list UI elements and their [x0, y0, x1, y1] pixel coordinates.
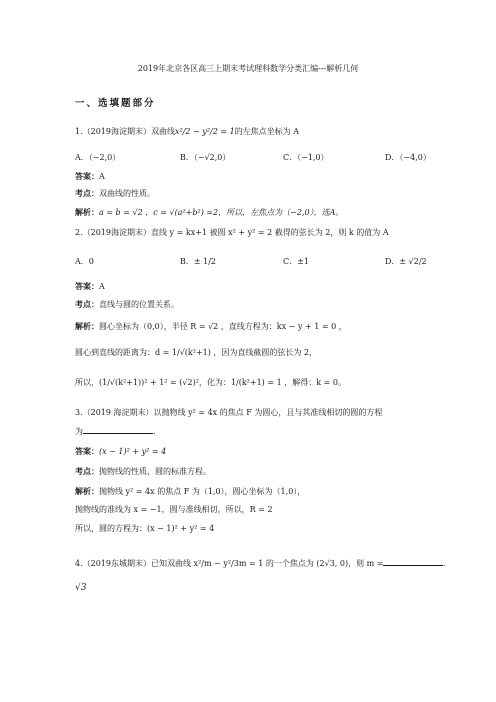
q2-analysis-line2: 圆心到直线的距离为：d = 1/√(k²+1) ，因为直线截圆的弦长为 2，	[75, 348, 318, 357]
answer-value: A	[99, 282, 105, 291]
q2-analysis-line3: 所以，(1/√(k²+1))² + 1² = (√2)²，化为：1/(k²+1) = 1 ，解得：k = 0。	[75, 378, 346, 387]
page-title: 2019年北京各区高三上期末考试理科数学分类汇编---解析几何	[137, 64, 359, 73]
q4-stem-text: 4.（2019东城期末）已知双曲线 x²/m − y²/3m = 1 的一个焦点为 (2√3, 0)，则 m =	[75, 559, 384, 568]
answer-label: 答案：	[75, 171, 99, 181]
q1-analysis	[75, 207, 343, 218]
q2-analysis-line1	[75, 321, 347, 332]
q1-stem	[75, 127, 299, 137]
q1-equation: x²/2 − y²/2 = 1	[175, 127, 235, 136]
point-label: 考点：	[75, 299, 99, 309]
q3-analysis-line2: 抛物线的准线为 x = −1，圆与准线相切，所以，R = 2	[75, 505, 273, 514]
analysis-text: 抛物线 y² = 4x 的焦点 F 为（1,0），圆心坐标为（1,0），	[99, 487, 306, 496]
answer-label: 答案：	[75, 446, 99, 456]
q1-stem-suffix: 的左焦点坐标为 A	[234, 127, 300, 136]
section-heading: 一、选填题部分	[75, 98, 156, 109]
q2-option-a: A．0	[75, 257, 94, 266]
answer-blank	[83, 425, 153, 434]
analysis-label: 解析：	[75, 486, 99, 496]
analysis-text: 圆心坐标为（0,0），半径 R = √2 ，直线方程为：kx − y + 1 = 0 ，	[99, 322, 347, 331]
q1-option-c: C．（−1,0）	[283, 153, 329, 162]
q2-point	[75, 299, 179, 310]
q3-stem-line1: 3.（2019 海淀期末）以抛物线 y² = 4x 的焦点 F 为圆心，且与其准线相切的圆的方程	[75, 408, 383, 417]
point-text: 直线与圆的位置关系。	[99, 300, 179, 309]
q3-point	[75, 466, 211, 477]
q1-option-a: A．（−2,0）	[75, 153, 121, 162]
answer-value: A	[99, 172, 105, 181]
q2-option-d: D．± √2/2	[385, 257, 427, 266]
analysis-label: 解析：	[75, 321, 99, 331]
q3-analysis-line3: 所以，圆的方程为：(x − 1)² + y² = 4	[75, 524, 215, 533]
q2-stem: 2.（2019海淀期末）直线 y = kx+1 被圆 x² + y² = 2 截得的弦长为 2，则 k 的值为 A	[75, 228, 389, 237]
q4-stem: 4.（2019东城期末）已知双曲线 x²/m − y²/3m = 1 的一个焦点为 (2√3, 0)，则 m = .	[75, 559, 447, 568]
answer-label: 答案：	[75, 281, 99, 291]
q3-answer	[75, 446, 166, 457]
q3-stem-text: 为	[75, 427, 83, 436]
q1-point	[75, 188, 155, 199]
q2-option-c: C．±1	[283, 257, 309, 266]
analysis-label: 解析：	[75, 207, 99, 217]
q2-option-b: B．± 1/2	[180, 257, 216, 266]
answer-blank	[383, 557, 443, 566]
q1-option-d: D．（−4,0）	[385, 153, 431, 162]
analysis-text: a = b = √2 ，c = √(a²+b²) =2，所以，左焦点为（−2,0），选A。	[99, 208, 344, 217]
point-text: 双曲线的性质。	[99, 189, 155, 198]
point-label: 考点：	[75, 188, 99, 198]
point-label: 考点：	[75, 466, 99, 476]
q3-analysis-line1	[75, 486, 305, 497]
q1-option-b: B．（−√2,0）	[180, 153, 231, 162]
answer-value: (x − 1)² + y² = 4	[99, 447, 167, 456]
point-text: 抛物线的性质，圆的标准方程。	[99, 467, 211, 476]
q2-answer	[75, 281, 105, 292]
q1-stem-prefix: 1.（2019海淀期末）双曲线	[75, 127, 175, 136]
q4-answer: √3	[75, 583, 87, 593]
q3-stem-line2: 为 .	[75, 427, 156, 436]
q1-answer	[75, 171, 105, 182]
